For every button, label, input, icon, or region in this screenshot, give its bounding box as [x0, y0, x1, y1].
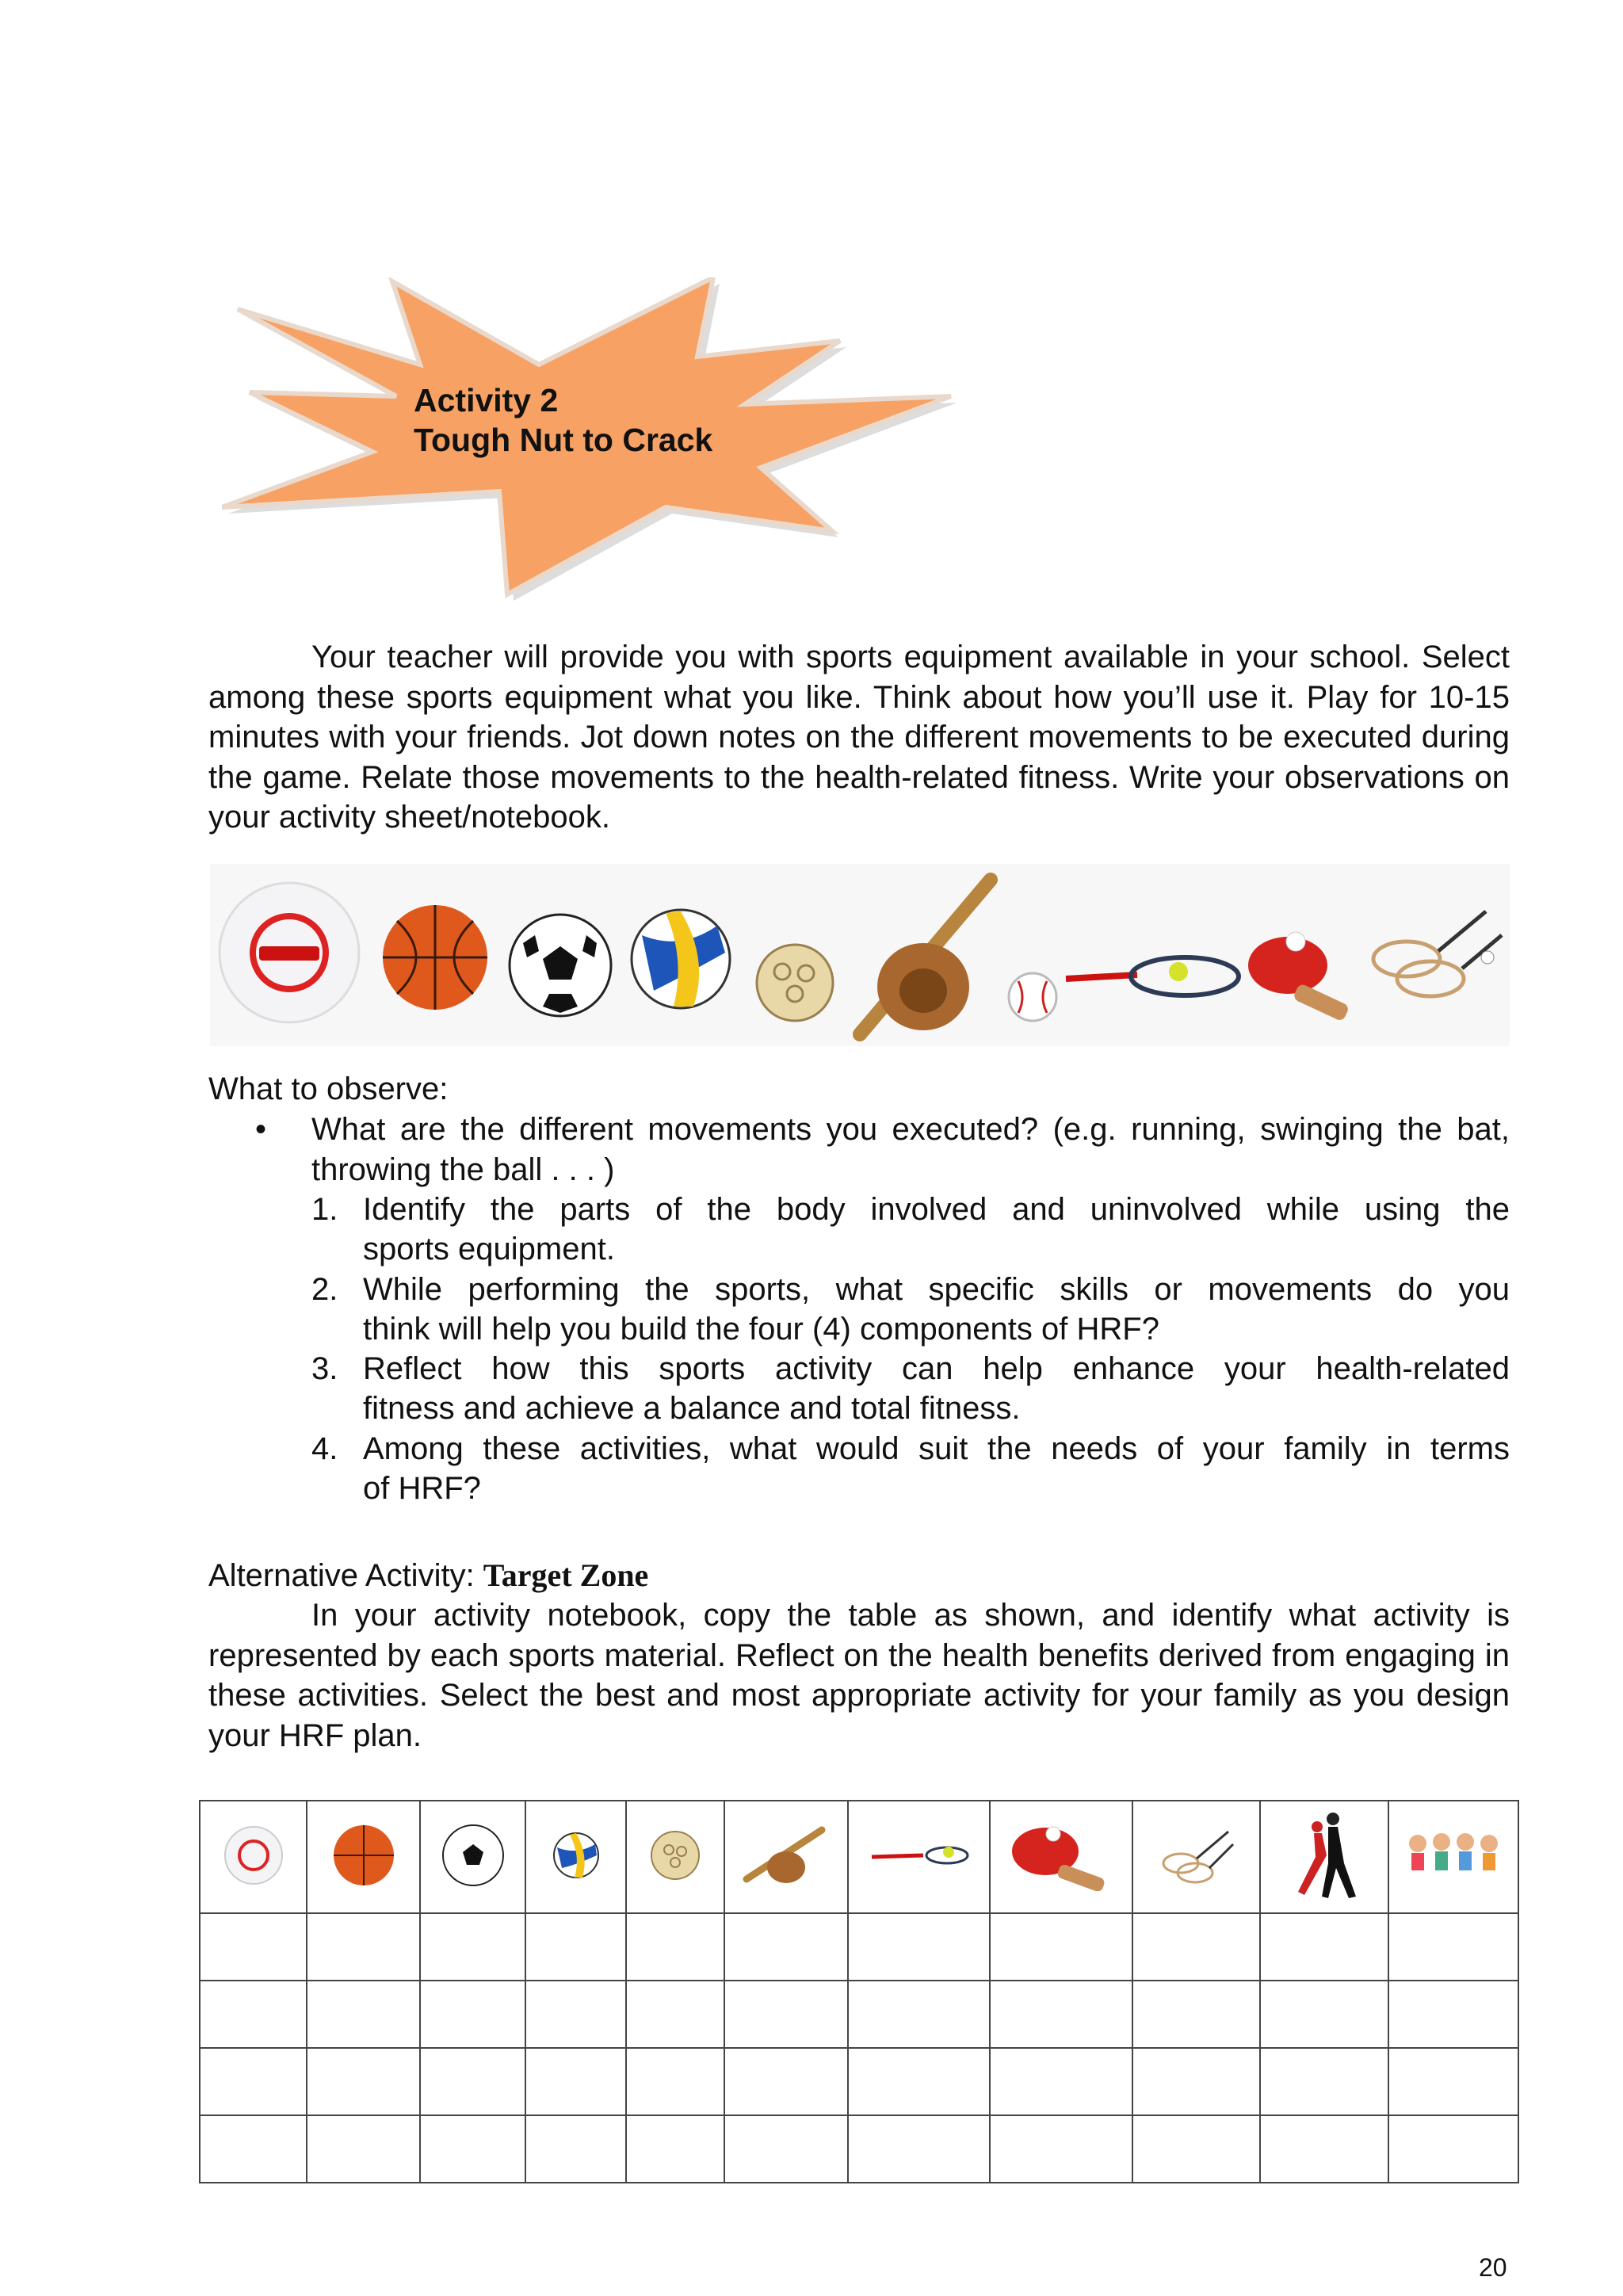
table-icon-row	[200, 1801, 1518, 1913]
activity-title: Tough Nut to Crack	[414, 422, 713, 458]
item-line: sports equipment.	[363, 1232, 615, 1266]
activity-table	[199, 1800, 1519, 2183]
table-cell	[1388, 1801, 1518, 1913]
bullet-dot: •	[255, 1112, 267, 1147]
table-cell	[1260, 1801, 1388, 1913]
baseball-icon	[1009, 973, 1056, 1021]
children-group-icon	[1402, 1828, 1505, 1883]
item-number: 3.	[311, 1351, 338, 1386]
alternative-paragraph: In your activity notebook, copy the table as shown, and identify what activity is represented by each sports material. Reflect on the health benefits derived from engaging in these activities. Select the best and most appropriate activity for your family as you design your HRF plan.	[208, 1598, 1510, 1753]
activity-number: Activity 2	[414, 382, 559, 418]
frisbee-icon	[220, 883, 359, 1022]
item-line: fitness and achieve a balance and total fitness.	[363, 1391, 1021, 1426]
activity-heading	[414, 380, 712, 460]
badminton-rackets-icon	[1157, 1824, 1236, 1887]
item-line: Among these activities, what would suit the needs of your family in terms	[363, 1431, 1510, 1466]
tennis-racket-icon	[868, 1839, 971, 1871]
basketball-icon	[330, 1821, 398, 1889]
frisbee-icon	[222, 1824, 285, 1887]
observe-bullet: What are the different movements you executed? (e.g. running, swinging the bat, throwing the ball . . . )	[311, 1112, 1510, 1187]
item-number: 4.	[311, 1431, 338, 1466]
table-row	[200, 2115, 1518, 2183]
alternative-name: Target Zone	[483, 1557, 649, 1593]
sepak-takraw-ball-icon	[647, 1828, 703, 1883]
page-number: 20	[1479, 2253, 1507, 2282]
basketball-icon	[383, 905, 487, 1010]
observe-heading: What to observe:	[208, 1072, 449, 1106]
item-line: think will help you build the four (4) components of HRF?	[363, 1312, 1159, 1347]
sports-equipment-image	[210, 864, 1510, 1046]
volleyball-icon	[632, 910, 730, 1008]
intro-paragraph: Your teacher will provide you with sports equipment available in your school. Select among these sports equipment what you like. Think about how you’ll use it. Play for 10-15 minutes with your friends. Jot down notes on the different movements to be executed during the game. Relate those movements to the health-related fitness. Write your observations on your activity sheet/notebook.	[208, 640, 1510, 835]
table-cell	[724, 1801, 848, 1913]
item-number: 1.	[311, 1192, 338, 1227]
table-row	[200, 1981, 1518, 2048]
table-row	[200, 2048, 1518, 2115]
item-line: of HRF?	[363, 1471, 481, 1506]
table-cell	[1132, 1801, 1260, 1913]
table-cell	[200, 1801, 307, 1913]
alternative-label: Alternative Activity:	[208, 1558, 483, 1593]
table-cell	[626, 1801, 724, 1913]
item-line: Reflect how this sports activity can help enhance your health-related	[363, 1351, 1510, 1386]
table-cell	[420, 1801, 525, 1913]
item-number: 2.	[311, 1272, 338, 1307]
table-row	[200, 1913, 1518, 1981]
item-line: Identify the parts of the body involved and uninvolved while using the	[363, 1192, 1510, 1227]
table-cell	[848, 1801, 990, 1913]
table-cell	[990, 1801, 1132, 1913]
alternative-heading	[208, 1556, 648, 1596]
soccer-ball-icon	[440, 1822, 506, 1889]
volleyball-icon	[551, 1830, 601, 1881]
soccer-ball-icon	[510, 915, 611, 1016]
item-line: While performing the sports, what specific skills or movements do you	[363, 1272, 1510, 1307]
table-cell	[525, 1801, 626, 1913]
sepak-takraw-ball-icon	[757, 945, 833, 1021]
dancers-icon	[1281, 1808, 1368, 1903]
table-cell	[307, 1801, 420, 1913]
baseball-bat-glove-icon	[743, 1824, 830, 1887]
table-tennis-paddles-icon	[1006, 1820, 1117, 1891]
